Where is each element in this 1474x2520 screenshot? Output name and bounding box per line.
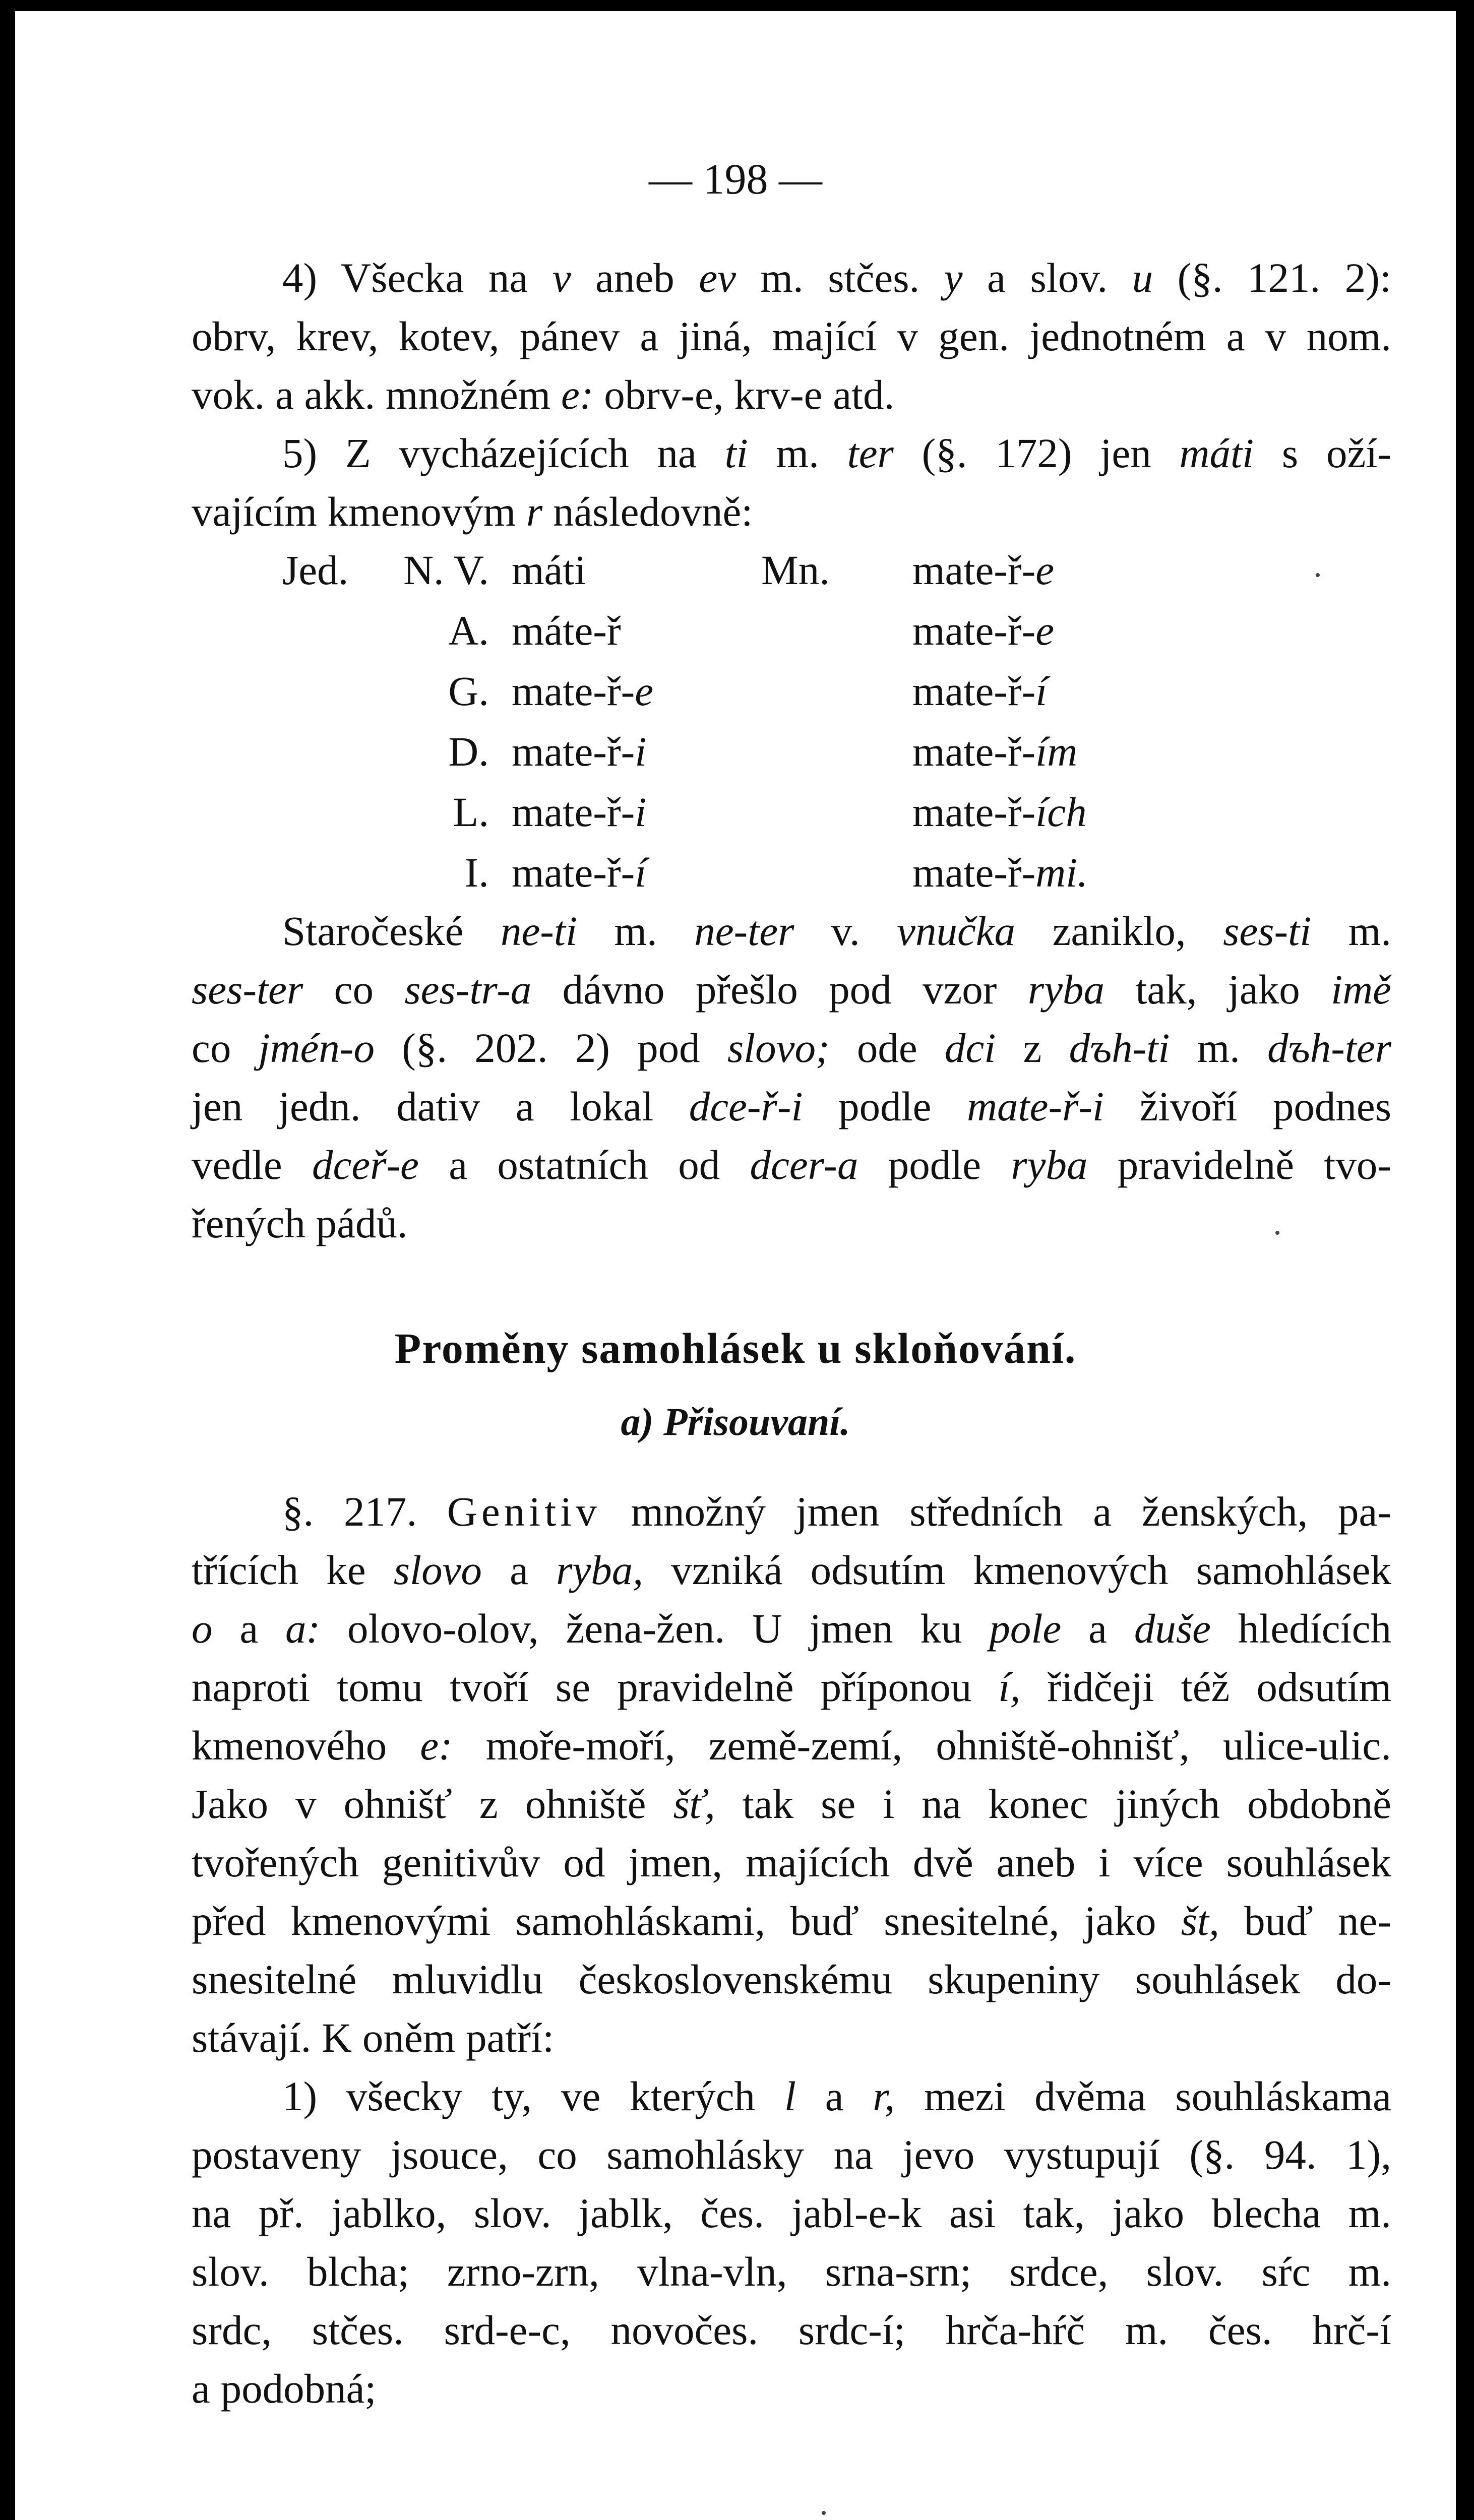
text-run: Jako v ohnišť z ohniště bbox=[192, 1781, 673, 1827]
text-run: št, bbox=[1181, 1898, 1219, 1944]
text-run: živoří podnes bbox=[1104, 1083, 1391, 1129]
case-label: L. bbox=[453, 789, 489, 835]
text-run: r, bbox=[873, 2073, 895, 2119]
text-run: í, bbox=[998, 1664, 1021, 1710]
text-run: ses-ti bbox=[1223, 908, 1312, 954]
para217-line1 bbox=[282, 1488, 1392, 1549]
rule4-line3 bbox=[192, 371, 1391, 432]
text-run: dъh-ter bbox=[1267, 1025, 1392, 1071]
text-run: co bbox=[192, 1025, 259, 1071]
text-run: ryba, bbox=[556, 1547, 644, 1593]
singular-form bbox=[512, 849, 647, 896]
text-run: u bbox=[1132, 255, 1153, 301]
text-run: imě bbox=[1331, 966, 1391, 1013]
text-run: (§. 202. 2) pod bbox=[375, 1025, 727, 1071]
oldczech-line1 bbox=[282, 910, 1391, 969]
stem: mate-ř- bbox=[912, 607, 1036, 654]
oldczech-line2 bbox=[192, 966, 1391, 1027]
text-run: ryba bbox=[1027, 966, 1104, 1013]
oldczech-line6: řených pádů. bbox=[192, 1200, 408, 1246]
text-run: r bbox=[526, 488, 543, 535]
ending: i bbox=[635, 728, 647, 775]
text-run: olovo-olov, žena-žen. U jmen ku bbox=[320, 1605, 990, 1652]
text-run: tak, jako bbox=[1104, 966, 1331, 1013]
text-run: s oží- bbox=[1254, 430, 1392, 476]
oldczech-line5 bbox=[192, 1144, 1391, 1203]
para217-line7: tvořených genitivův od jmen, majících dvě aneb i více souhlásek bbox=[192, 1839, 1391, 1885]
text-run: pole bbox=[989, 1605, 1062, 1652]
stem: mate-ř- bbox=[912, 668, 1036, 714]
stem: mate-ř- bbox=[912, 728, 1036, 775]
case-label: N. V. bbox=[403, 547, 489, 593]
text-run: mate-ř-i bbox=[967, 1083, 1104, 1129]
rule4-line2: obrv, krev, kotev, pánev a jiná, mající v gen. jednotném a v nom. bbox=[192, 313, 1391, 359]
oldczech-line3 bbox=[192, 1027, 1391, 1086]
para217-line10: stávají. K oněm patří: bbox=[192, 2014, 555, 2061]
singular-form bbox=[512, 791, 646, 833]
singular-label: Jed. bbox=[282, 547, 349, 593]
stem: mate-ř- bbox=[512, 849, 635, 896]
ending: e bbox=[1035, 607, 1055, 654]
text-run: vnučka bbox=[897, 908, 1016, 954]
para217-line8 bbox=[192, 1900, 1391, 1959]
stem: mate-ř- bbox=[912, 789, 1036, 835]
plural-form bbox=[912, 791, 1087, 833]
page-number: — 198 — bbox=[649, 155, 822, 203]
text-run: ter bbox=[847, 430, 894, 476]
text-run: a bbox=[212, 1605, 286, 1652]
rule4-line1 bbox=[282, 257, 1391, 316]
text-run: aneb bbox=[571, 255, 699, 301]
text-run: Staročeské bbox=[282, 908, 501, 954]
section-heading: Proměny samohlásek u skloňování. bbox=[394, 1324, 1077, 1372]
book-page bbox=[15, 11, 1456, 2520]
rule5-line1 bbox=[282, 432, 1391, 491]
text-run: a: bbox=[285, 1605, 321, 1652]
text-run: m. bbox=[1311, 908, 1391, 954]
text-run: podle bbox=[803, 1083, 967, 1129]
singular-form bbox=[512, 670, 653, 712]
text-run: šť, bbox=[673, 1781, 715, 1827]
text-run: jmén-o bbox=[258, 1025, 375, 1071]
singular-form bbox=[512, 549, 586, 591]
stem: máte-ř bbox=[512, 607, 621, 654]
ending: e bbox=[635, 668, 654, 714]
print-speck bbox=[1275, 1231, 1279, 1235]
plural-label: Mn. bbox=[761, 547, 830, 593]
para217-line5 bbox=[192, 1722, 1391, 1783]
para217-line2 bbox=[192, 1549, 1391, 1608]
case-label: D. bbox=[448, 728, 489, 775]
text-run: 4) Všecka na bbox=[282, 255, 552, 301]
text-run: v. bbox=[794, 908, 897, 954]
text-run: Genitiv bbox=[447, 1488, 601, 1535]
text-run: (§. 172) jen bbox=[893, 430, 1180, 476]
item1-line3: na př. jablko, slov. jablk, čes. jabl-e-k asi tak, jako blecha m. bbox=[192, 2190, 1391, 2236]
text-run: ti bbox=[724, 430, 748, 476]
ending: i bbox=[635, 789, 647, 835]
text-run: §. 217. bbox=[282, 1488, 447, 1535]
singular-form bbox=[512, 607, 621, 654]
item1-line5: srdc, stčes. srd-e-c, novočes. srdc-í; hrča-hŕč m. čes. hrč-í bbox=[192, 2307, 1391, 2353]
text-run: a bbox=[1061, 1605, 1134, 1652]
text-run: vzniká odsutím kmenových samohlásek bbox=[643, 1547, 1391, 1593]
text-run: e: bbox=[420, 1722, 453, 1769]
case-label: G. bbox=[448, 668, 489, 714]
text-run: co bbox=[303, 966, 405, 1013]
text-run: vok. a akk. množném bbox=[192, 371, 561, 418]
text-run: buď ne- bbox=[1219, 1898, 1392, 1944]
plural-form bbox=[912, 849, 1088, 896]
stem: mate-ř- bbox=[912, 849, 1036, 896]
text-run: ne-ter bbox=[694, 908, 794, 954]
stem: mate-ř- bbox=[512, 728, 635, 775]
text-run: m. stčes. bbox=[735, 255, 944, 301]
text-run: l bbox=[784, 2073, 796, 2119]
text-run: z bbox=[996, 1025, 1069, 1071]
case-label: I. bbox=[464, 849, 489, 896]
text-run: třících ke bbox=[192, 1547, 394, 1593]
item1-line2: postaveny jsouce, co samohlásky na jevo vystupují (§. 94. 1), bbox=[192, 2131, 1391, 2178]
ending: mi. bbox=[1035, 849, 1088, 896]
item1-line1 bbox=[282, 2075, 1391, 2134]
text-run: a slov. bbox=[962, 255, 1132, 301]
text-run: obrv-e, krv-e atd. bbox=[593, 371, 895, 418]
text-run: dceř-e bbox=[312, 1142, 419, 1188]
plural-form bbox=[912, 549, 1054, 591]
text-run: m. bbox=[577, 908, 695, 954]
text-run: dci bbox=[944, 1025, 996, 1071]
text-run: v bbox=[552, 255, 571, 301]
para217-line6 bbox=[192, 1783, 1391, 1842]
text-run: zaniklo, bbox=[1015, 908, 1223, 954]
item1-line4: slov. blcha; zrno-zrn, vlna-vln, srna-srn; srdce, slov. sŕc m. bbox=[192, 2248, 1391, 2295]
text-run: podle bbox=[858, 1142, 1011, 1188]
ending: í bbox=[635, 849, 647, 896]
plural-form bbox=[912, 607, 1055, 654]
text-run: 1) všecky ty, ve kterých bbox=[282, 2073, 784, 2119]
text-run: dъh-ti bbox=[1069, 1025, 1170, 1071]
text-run: vedle bbox=[192, 1142, 312, 1188]
ending: í bbox=[1035, 668, 1048, 714]
text-run: množný jmen středních a ženských, pa- bbox=[600, 1488, 1392, 1535]
para217-line9: snesitelné mluvidlu československému skupeniny souhlásek do- bbox=[192, 1956, 1391, 2002]
text-run: vajícím kmenovým bbox=[192, 488, 526, 535]
case-label: A. bbox=[448, 607, 489, 654]
text-run: (§. 121. 2): bbox=[1153, 255, 1392, 301]
ending: ích bbox=[1035, 789, 1087, 835]
text-run: a bbox=[795, 2073, 873, 2119]
text-run: a bbox=[481, 1547, 557, 1593]
print-speck bbox=[822, 2511, 826, 2515]
text-run: y bbox=[944, 255, 963, 301]
subsection-heading: a) Přisouvaní. bbox=[621, 1400, 850, 1443]
plural-form bbox=[912, 728, 1078, 775]
stem: mate-ř- bbox=[512, 668, 635, 714]
ending: ím bbox=[1035, 728, 1078, 775]
text-run: ode bbox=[829, 1025, 945, 1071]
stem: mate-ř- bbox=[512, 789, 635, 835]
text-run: pravidelně tvo- bbox=[1087, 1142, 1392, 1188]
item1-line6: a podobná; bbox=[192, 2365, 377, 2412]
text-run: ses-tr-a bbox=[404, 966, 532, 1013]
text-run: hledících bbox=[1210, 1605, 1392, 1652]
plural-form bbox=[912, 670, 1047, 712]
text-run: dce-ř-i bbox=[689, 1083, 803, 1129]
text-run: naproti tomu tvoří se pravidelně příponou bbox=[192, 1664, 999, 1710]
text-run: slovo bbox=[393, 1547, 482, 1593]
text-run: ne-ti bbox=[500, 908, 578, 954]
text-run: jen jedn. dativ a lokal bbox=[192, 1083, 689, 1129]
para217-line4 bbox=[192, 1666, 1391, 1725]
text-run: ses-ter bbox=[192, 966, 303, 1013]
rule5-line2 bbox=[192, 488, 1391, 549]
text-run: ryba bbox=[1011, 1142, 1088, 1188]
text-run: mezi dvěma souhláskama bbox=[895, 2073, 1391, 2119]
text-run: tak se i na konec jiných obdobně bbox=[715, 1781, 1391, 1827]
text-run: následovně: bbox=[542, 488, 753, 535]
text-run: m. bbox=[1170, 1025, 1268, 1071]
text-run: e: bbox=[561, 371, 594, 418]
text-run: 5) Z vycházejících na bbox=[282, 430, 725, 476]
ending: e bbox=[1035, 547, 1055, 593]
text-run: řidčeji též odsutím bbox=[1020, 1664, 1391, 1710]
text-run: m. bbox=[748, 430, 847, 476]
text-run: před kmenovými samohláskami, buď snesitelné, jako bbox=[192, 1898, 1181, 1944]
text-run: moře-moří, země-zemí, ohniště-ohnišť, ulice-ulic. bbox=[452, 1722, 1391, 1769]
text-run: duše bbox=[1134, 1605, 1211, 1652]
text-run: slovo; bbox=[727, 1025, 830, 1071]
text-run: dcer-a bbox=[750, 1142, 858, 1188]
print-speck bbox=[1316, 573, 1320, 577]
oldczech-line4 bbox=[192, 1083, 1391, 1144]
text-run: dávno přešlo pod vzor bbox=[531, 966, 1028, 1013]
text-run: ev bbox=[699, 255, 736, 301]
text-run: a ostatních od bbox=[418, 1142, 750, 1188]
text-run: o bbox=[192, 1605, 213, 1652]
para217-line3 bbox=[192, 1605, 1392, 1666]
text-run: máti bbox=[1179, 430, 1254, 476]
text-run: kmenového bbox=[192, 1722, 420, 1769]
stem: máti bbox=[512, 547, 586, 593]
singular-form bbox=[512, 728, 647, 775]
stem: mate-ř- bbox=[912, 547, 1036, 593]
